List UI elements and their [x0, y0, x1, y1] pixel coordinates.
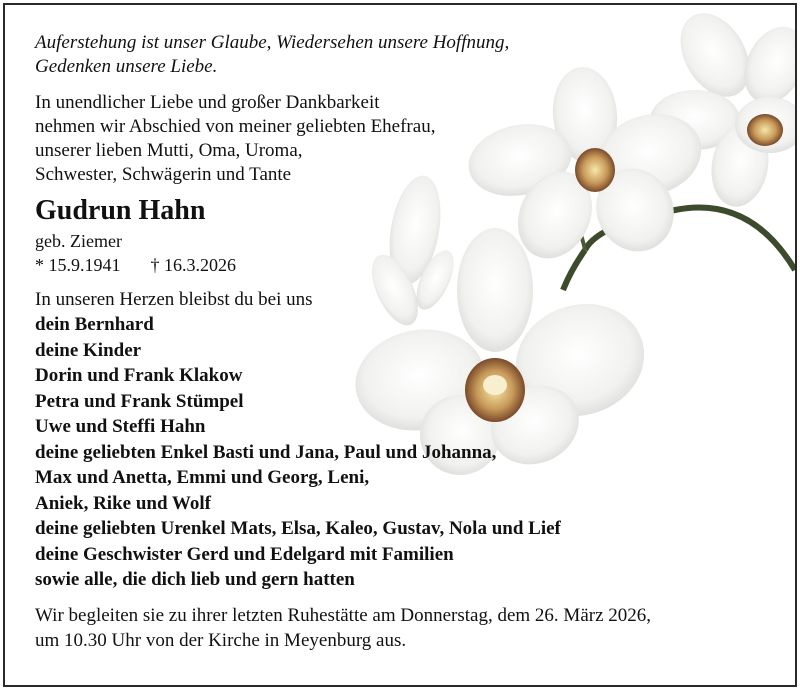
- obituary-card: [3, 3, 797, 687]
- hearts-line: In unseren Herzen bleibst du bei uns: [35, 289, 313, 310]
- mourner-line: Aniek, Rike und Wolf: [35, 492, 211, 514]
- mourner-line: Dorin und Frank Klakow: [35, 365, 243, 386]
- mourner-line: deine Kinder: [35, 339, 142, 361]
- mourner-line: deine geliebten Enkel Basti und Jana, Paul und Johanna,: [35, 441, 497, 463]
- mourner-line: sowie alle, die dich lieb und gern hatten: [35, 569, 355, 590]
- intro-line: nehmen wir Abschied von meiner geliebten Ehefrau,: [35, 116, 436, 137]
- funeral-line: um 10.30 Uhr von der Kirche in Meyenburg aus.: [35, 629, 407, 651]
- mourner-line: deine geliebten Urenkel Mats, Elsa, Kaleo, Gustav, Nola und Lief: [35, 518, 561, 539]
- intro-line: In unendlicher Liebe und großer Dankbarkeit: [35, 92, 380, 113]
- mourner-line: Max und Anetta, Emmi und Georg, Leni,: [35, 467, 370, 488]
- motto: [35, 31, 775, 79]
- motto-line: Gedenken unsere Liebe.: [35, 56, 218, 77]
- mourners-list: [35, 312, 775, 593]
- deceased-name: Gudrun Hahn: [35, 195, 206, 226]
- death-date: † 16.3.2026: [150, 255, 236, 275]
- mourner-line: deine Geschwister Gerd und Edelgard mit Familien: [35, 543, 454, 565]
- maiden-name: geb. Ziemer: [35, 231, 122, 251]
- mourner-line: Uwe und Steffi Hahn: [35, 416, 206, 437]
- birth-date: * 15.9.1941: [35, 255, 121, 275]
- notice-text: [35, 31, 775, 653]
- intro-line: Schwester, Schwägerin und Tante: [35, 164, 292, 185]
- intro-paragraph: [35, 91, 775, 187]
- funeral-info: [35, 603, 775, 653]
- motto-line: Auferstehung ist unser Glaube, Wiedersehen unsere Hoffnung,: [35, 32, 510, 53]
- mourner-line: dein Bernhard: [35, 314, 154, 335]
- life-dates: [35, 253, 775, 277]
- mourner-line: Petra und Frank Stümpel: [35, 390, 244, 412]
- funeral-line: Wir begleiten sie zu ihrer letzten Ruhestätte am Donnerstag, dem 26. März 2026,: [35, 604, 652, 626]
- intro-line: unserer lieben Mutti, Oma, Uroma,: [35, 140, 303, 161]
